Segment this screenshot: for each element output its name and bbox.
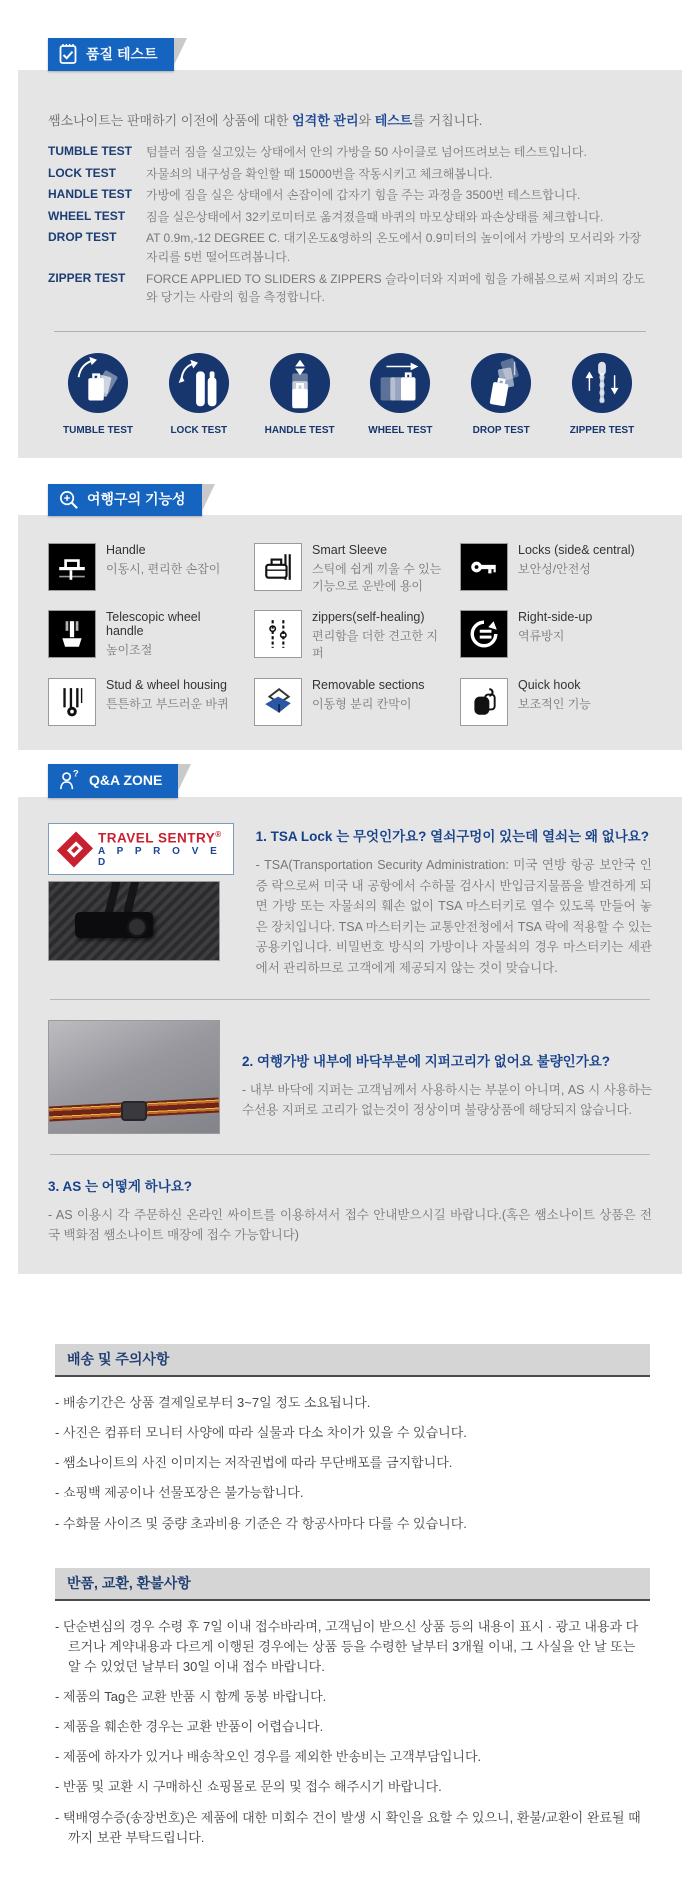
tumble-test-icon — [67, 352, 129, 419]
feature-desc: 보조적인 기능 — [518, 696, 591, 711]
test-row-handle — [48, 186, 652, 205]
test-icon-label: ZIPPER TEST — [569, 424, 635, 436]
test-name: LOCK TEST — [48, 165, 116, 180]
handle-icon — [48, 543, 96, 591]
travel-sentry-approved-text: A P P R O V E D — [98, 846, 222, 869]
test-row-wheel — [48, 208, 652, 227]
removable-sections-icon — [254, 678, 302, 726]
test-name: ZIPPER TEST — [48, 270, 126, 285]
quality-test-badge — [48, 38, 174, 71]
luggage-interior-photo — [48, 1020, 220, 1134]
qa-badge-label: Q&A ZONE — [89, 772, 163, 789]
handle-test-icon — [269, 352, 331, 419]
quality-divider — [54, 331, 646, 332]
notice-item: - 제품에 하자가 있거나 배송착오인 경우를 제외한 반송비는 고객부담입니다. — [55, 1747, 650, 1767]
locks-icon — [460, 543, 508, 591]
notice-item: - 택배영수증(송장번호)은 제품에 대한 미회수 건이 발생 시 확인을 요할 수 있으니, 환불/교환이 완료될 때까지 보관 부탁드립니다. — [55, 1808, 650, 1848]
test-icon-handle — [252, 352, 348, 436]
travel-sentry-diamond-icon — [57, 831, 93, 867]
test-row-zipper — [48, 270, 652, 307]
test-name: DROP TEST — [48, 230, 117, 245]
feature-title: zippers(self-healing) — [312, 610, 425, 625]
feature-desc: 역류방지 — [518, 629, 565, 644]
feature-handle — [48, 543, 240, 595]
test-row-tumble — [48, 143, 652, 162]
test-icon-label: TUMBLE TEST — [63, 424, 133, 436]
features-badge-label: 여행구의 기능성 — [87, 491, 186, 508]
feature-locks — [460, 543, 652, 595]
feature-title: Smart Sleeve — [312, 542, 388, 557]
feature-title: Locks (side& central) — [518, 542, 635, 557]
test-icon-label: WHEEL TEST — [368, 424, 433, 436]
features-panel — [18, 515, 682, 750]
qa-item-2 — [48, 1020, 652, 1134]
feature-desc: 이동시, 편리한 손잡이 — [106, 561, 221, 576]
feature-title: Right-side-up — [518, 610, 593, 625]
notice-item: - 단순변심의 경우 수령 후 7일 이내 접수바라며, 고객님이 받으신 상품 등의 내용이 표시 · 광고 내용과 다르거나 계약내용과 다르게 이행된 경우에는 상품 등을 수령한 날부터 3개월 이내, 그 사실을 안 날 또는 알 수 있었던 날부터 30일 이내 접수 바랍니다. — [55, 1617, 650, 1677]
qa-item-3 — [48, 1175, 652, 1246]
qa2-answer: - 내부 바닥에 지퍼는 고객님께서 사용하시는 부분이 아니며, AS 시 사용하는 수선용 지퍼로 고리가 없는것이 정상이며 불량상품에 해당되지 않습니다. — [242, 1082, 652, 1118]
drop-test-icon — [470, 352, 532, 419]
qa1-question: 1. TSA Lock 는 무엇인가요? 열쇠구멍이 있는데 열쇠는 왜 없나요? — [255, 828, 650, 844]
svg-text:?: ? — [72, 768, 79, 780]
test-icon-row — [48, 352, 652, 436]
person-question-icon — [58, 769, 81, 792]
magnifier-plus-icon — [58, 489, 79, 510]
qa1-media — [48, 823, 234, 979]
self-healing-zipper-icon — [254, 610, 302, 658]
feature-desc: 보안성/안전성 — [518, 561, 591, 576]
shipping-section-title: 배송 및 주의사항 — [55, 1344, 650, 1377]
test-desc: AT 0.9m,-12 DEGREE C. 대기온도&영하의 온도에서 0.9미터의 높이에서 가방의 모서리와 가장자리를 5번 떨어뜨려봅니다. — [146, 231, 642, 264]
shipping-section — [55, 1344, 650, 1534]
notice-item: - 수화물 사이즈 및 중량 초과비용 기준은 각 항공사마다 다를 수 있습니다. — [55, 1514, 650, 1534]
test-icon-label: DROP TEST — [472, 424, 530, 436]
telescopic-wheel-handle-icon — [48, 610, 96, 658]
quality-test-panel — [18, 70, 682, 458]
returns-notice-list — [55, 1617, 650, 1848]
feature-title: Handle — [106, 542, 146, 557]
test-desc: FORCE APPLIED TO SLIDERS & ZIPPERS 슬라이더와 지퍼에 힘을 가해봄으로써 지퍼의 강도와 당기는 사람의 힘을 측정합니다. — [146, 271, 646, 305]
test-desc: 텀블러 짐을 실고있는 상태에서 안의 가방을 50 사이클로 넘어뜨려보는 테스트입니다. — [146, 145, 587, 159]
feature-title: Quick hook — [518, 677, 581, 692]
feature-removable-sections — [254, 678, 446, 726]
quality-intro: 쌤소나이트는 판매하기 이전에 상품에 대한 엄격한 관리와 테스트를 거칩니다. — [48, 113, 483, 128]
zipper-test-icon — [571, 352, 633, 419]
test-desc: 자물쇠의 내구성을 확인할 때 15000번을 작동시키고 체크해봅니다. — [146, 166, 493, 181]
bottom-spacer — [0, 1858, 700, 1886]
feature-quick-hook — [460, 678, 652, 726]
qa2-question: 2. 여행가방 내부에 바닥부분에 지퍼고리가 없어요 불량인가요? — [242, 1053, 611, 1069]
travel-sentry-logo — [48, 823, 234, 876]
qa-panel — [18, 797, 682, 1274]
test-desc: 가방에 짐을 실은 상태에서 손잡이에 갑자기 힘을 주는 과정을 3500번 테스트합니다. — [146, 188, 581, 203]
returns-section-title: 반품, 교환, 환불사항 — [55, 1568, 650, 1601]
features-grid — [48, 543, 652, 726]
qa3-question: 3. AS 는 어떻게 하나요? — [48, 1178, 193, 1194]
feature-desc: 튼튼하고 부드러운 바퀴 — [106, 696, 229, 711]
test-icon-drop — [453, 352, 549, 436]
notice-item: - 제품을 훼손한 경우는 교환 반품이 어렵습니다. — [55, 1717, 650, 1737]
smart-sleeve-icon — [254, 543, 302, 591]
wheel-test-icon — [369, 352, 431, 419]
qa1-text — [256, 823, 652, 979]
lock-test-icon — [168, 352, 230, 419]
qa2-media — [48, 1020, 220, 1134]
notice-item: - 쌤소나이트의 사진 이미지는 저작권법에 따라 무단배포를 금지합니다. — [55, 1453, 650, 1473]
qa-divider — [50, 1154, 650, 1155]
test-name: HANDLE TEST — [48, 187, 132, 202]
feature-telescopic-handle — [48, 610, 240, 662]
qa2-text — [242, 1020, 652, 1134]
test-desc: 짐을 실은상태에서 32키로미터로 옮겨졌을때 바퀴의 마모상태와 파손상태를 체크합니다. — [146, 209, 604, 224]
qa-divider — [50, 999, 650, 1000]
feature-zippers — [254, 610, 446, 662]
feature-desc: 높이조절 — [106, 643, 153, 658]
travel-sentry-text: TRAVEL SENTRY® — [98, 829, 222, 846]
stud-wheel-housing-icon — [48, 678, 96, 726]
feature-desc: 편리함을 더한 견고한 지퍼 — [312, 629, 438, 661]
feature-right-side-up — [460, 610, 652, 662]
test-icon-wheel — [352, 352, 448, 436]
qa-item-1 — [48, 823, 652, 979]
test-name: TUMBLE TEST — [48, 144, 132, 158]
feature-stud-wheel — [48, 678, 240, 726]
test-icon-label: HANDLE TEST — [264, 424, 335, 436]
test-icon-zipper — [554, 352, 650, 436]
notice-item: - 쇼핑백 제공이나 선물포장은 불가능합니다. — [55, 1483, 650, 1503]
tsa-lock-photo — [48, 881, 220, 961]
test-row-drop — [48, 229, 652, 266]
right-side-up-icon — [460, 610, 508, 658]
quick-hook-icon — [460, 678, 508, 726]
test-icon-tumble — [50, 352, 146, 436]
feature-title: Removable sections — [312, 677, 425, 692]
qa1-answer: - TSA(Transportation Security Administration: 미국 연방 항공 보안국 인증 락으로써 미국 내 공항에서 수하물 검사시 반입금지물품을 발견하게 되면 가방 또는 자물쇠의 훼손 없이 TSA 마스터키로 열수 있도록 만들어 놓은 장치입니다. TSA 마스터키는 교통안전청에서 TSA 락에 적용할 수 있는 공용키입니다. 비밀번호 방식의 가방이나 자물쇠의 경우 마스터키는 세관에서 관리하므로 고객에게 제공되지 않는 것이 맞습니다. — [255, 857, 652, 976]
test-row-lock — [48, 165, 652, 184]
checklist-icon — [58, 43, 78, 65]
qa3-answer: - AS 이용시 각 주문하신 온라인 싸이트를 이용하셔서 접수 안내받으시길 바랍니다.(혹은 쌤소나이트 상품은 전국 백화점 쌤소나이트 매장에 접수 가능합니다) — [48, 1207, 652, 1243]
notice-item: - 반품 및 교환 시 구매하신 쇼핑몰로 문의 및 접수 해주시기 바랍니다. — [55, 1777, 650, 1797]
feature-title: Telescopic wheel handle — [106, 610, 201, 639]
notice-item: - 사진은 컴퓨터 모니터 사양에 따라 실물과 다소 차이가 있을 수 있습니다. — [55, 1423, 650, 1443]
features-badge — [48, 484, 202, 516]
shipping-notice-list — [55, 1393, 650, 1534]
test-icon-lock — [151, 352, 247, 436]
notice-item: - 배송기간은 상품 결제일로부터 3~7일 정도 소요됩니다. — [55, 1393, 650, 1413]
test-name: WHEEL TEST — [48, 208, 126, 223]
returns-section — [55, 1568, 650, 1848]
test-icon-label: LOCK TEST — [170, 424, 228, 436]
feature-title: Stud & wheel housing — [106, 677, 227, 692]
feature-desc: 스틱에 쉽게 끼울 수 있는 기능으로 운반에 용이 — [312, 561, 442, 593]
notice-item: - 제품의 Tag은 교환 반품 시 함께 동봉 바랍니다. — [55, 1687, 650, 1707]
quality-badge-label: 품질 테스트 — [86, 46, 158, 62]
feature-desc: 이동형 분리 칸막이 — [312, 696, 412, 711]
qa-zone-badge — [48, 764, 178, 798]
feature-smart-sleeve — [254, 543, 446, 595]
